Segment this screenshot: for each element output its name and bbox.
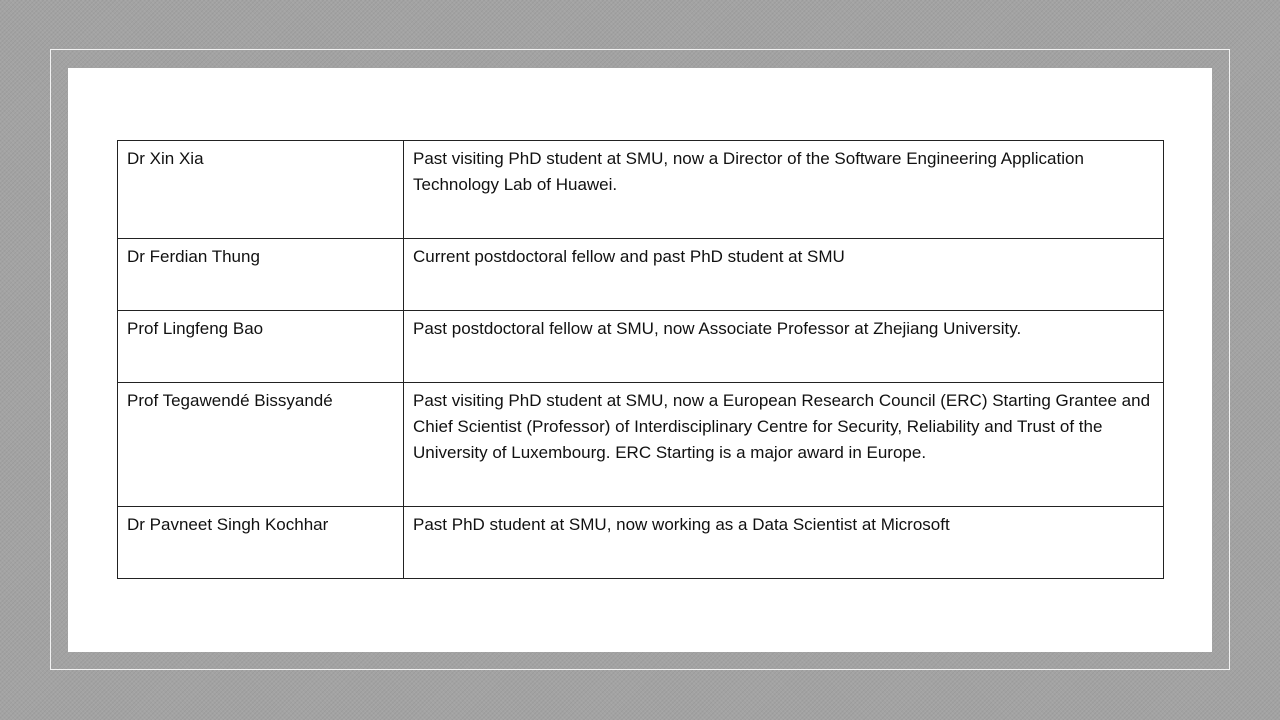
person-description-cell: Past PhD student at SMU, now working as a Data Scientist at Microsoft	[404, 507, 1164, 579]
table-row	[118, 311, 1164, 383]
person-description-cell: Past visiting PhD student at SMU, now a Director of the Software Engineering Application Technology Lab of Huawei.	[404, 141, 1164, 239]
table-row	[118, 141, 1164, 239]
person-description-cell: Past visiting PhD student at SMU, now a European Research Council (ERC) Starting Grantee and Chief Scientist (Professor) of Interdisciplinary Centre for Security, Reliability and Trust of the University of Luxembourg. ERC Starting is a major award in Europe.	[404, 383, 1164, 507]
table-row	[118, 383, 1164, 507]
person-name-cell: Dr Xin Xia	[118, 141, 404, 239]
person-name-cell: Dr Ferdian Thung	[118, 239, 404, 311]
slide-canvas	[68, 68, 1212, 652]
people-table	[117, 140, 1164, 579]
table-row	[118, 507, 1164, 579]
person-name-cell: Prof Tegawendé Bissyandé	[118, 383, 404, 507]
person-description-cell: Past postdoctoral fellow at SMU, now Associate Professor at Zhejiang University.	[404, 311, 1164, 383]
table-row	[118, 239, 1164, 311]
person-name-cell: Prof Lingfeng Bao	[118, 311, 404, 383]
person-name-cell: Dr Pavneet Singh Kochhar	[118, 507, 404, 579]
person-description-cell: Current postdoctoral fellow and past PhD student at SMU	[404, 239, 1164, 311]
